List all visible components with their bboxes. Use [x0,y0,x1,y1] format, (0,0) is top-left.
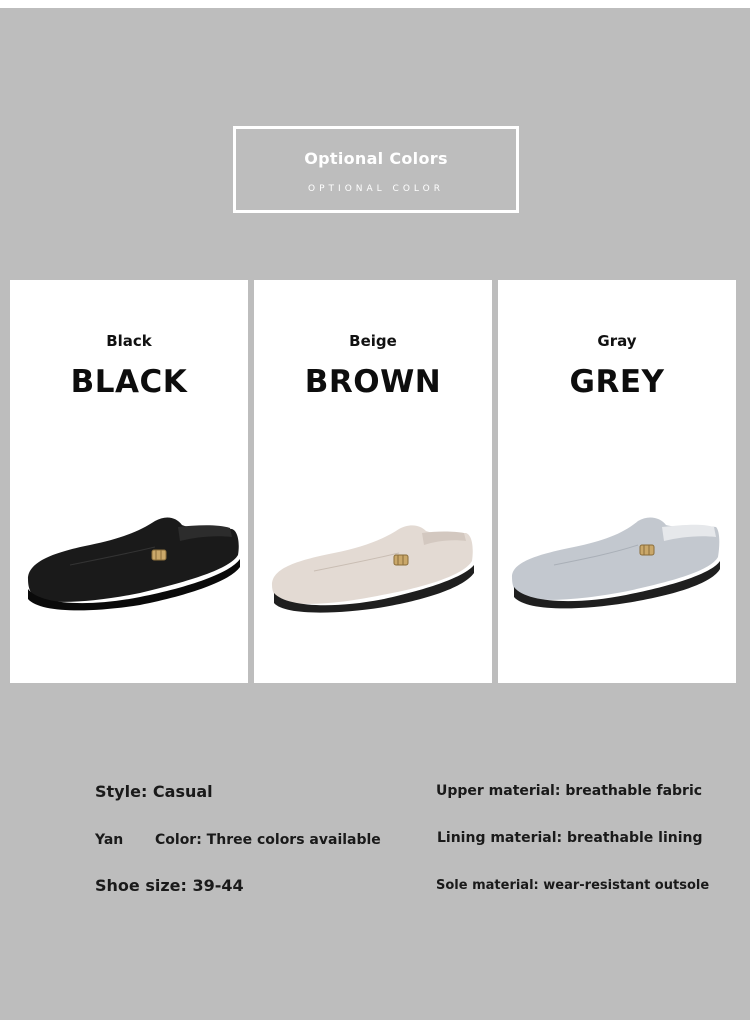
color-name: BROWN [304,364,442,400]
color-card-gray[interactable] [498,280,736,683]
spec-upper-material: Upper material: breathable fabric [436,783,703,799]
color-label: Beige [349,332,397,350]
title-box [233,126,519,213]
color-label: Gray [597,332,637,350]
section-title: Optional Colors [304,149,448,168]
spec-color: Color: Three colors available [155,832,381,848]
color-card-beige[interactable] [254,280,492,683]
color-name: BLACK [70,364,188,400]
beige-loafer-image [254,495,492,625]
gray-loafer-image [498,495,736,625]
spec-yan: Yan [95,832,124,848]
color-name: GREY [569,364,665,400]
spec-size: Shoe size: 39-44 [95,876,244,895]
spec-sole-material: Sole material: wear-resistant outsole [436,878,710,893]
color-label: Black [106,332,152,350]
color-card-black[interactable] [10,280,248,683]
black-loafer-image [10,495,248,625]
spec-lining-material: Lining material: breathable lining [437,830,703,846]
section-subtitle: OPTIONAL COLOR [308,184,444,194]
spec-style: Style: Casual [95,782,213,801]
product-color-page [0,8,750,1020]
